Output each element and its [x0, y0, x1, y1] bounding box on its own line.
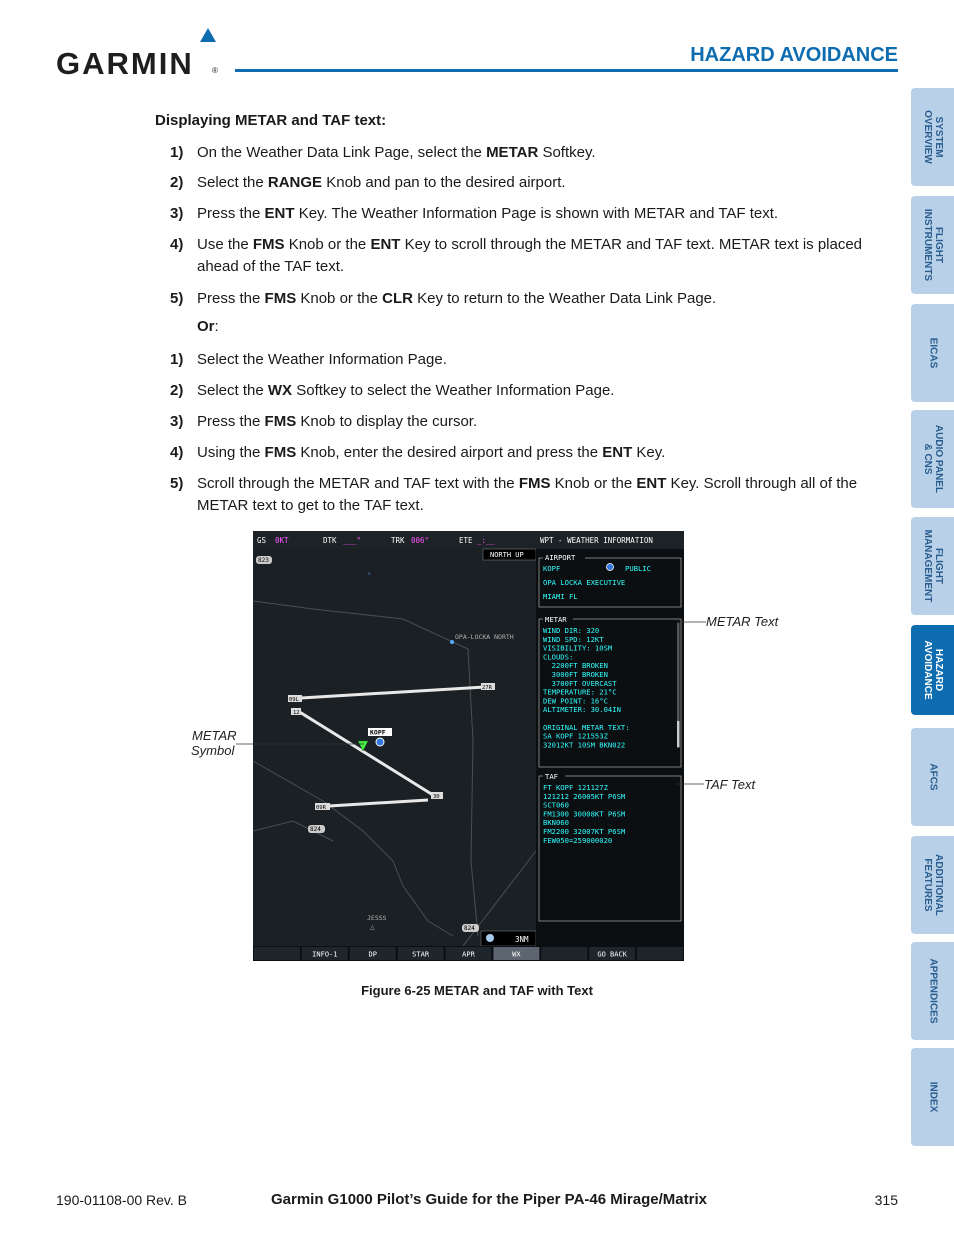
runway-b-end: 30	[433, 794, 440, 800]
taf-line: SCT060	[543, 800, 569, 810]
dtk-value: ___°	[343, 536, 362, 545]
metar-line: DEW POINT: 16°C	[543, 696, 608, 706]
softkey-label: WX	[512, 950, 521, 959]
metar-line: VISIBILITY: 10SM	[543, 643, 613, 653]
softkey-label: APR	[462, 950, 475, 959]
tab-audio-panel-cns[interactable]	[911, 410, 954, 508]
airport-name: OPA LOCKA EXECUTIVE	[543, 578, 626, 587]
trk-value: 006°	[411, 536, 430, 545]
airport-city: MIAMI FL	[543, 592, 578, 601]
altitude-label-1: 823	[258, 557, 269, 564]
map-label-opa: OPA-LOCKA NORTH	[455, 633, 514, 641]
metar-line: 32012KT 10SM BKN022	[543, 740, 626, 750]
metar-line: CLOUDS:	[543, 652, 574, 662]
runway-a-end: 27R	[482, 685, 492, 691]
softkey-label: GO BACK	[597, 950, 627, 959]
tab-label: APPENDICES	[927, 958, 938, 1024]
tab-label: FLIGHT MANAGEMENT	[921, 529, 944, 603]
step-number: 2)	[170, 382, 184, 399]
trk-label: TRK	[391, 536, 405, 545]
tab-label: INDEX	[927, 1081, 938, 1113]
tab-label: HAZARD AVOIDANCE	[921, 640, 944, 700]
softkey-label: STAR	[412, 950, 430, 959]
section-title: HAZARD AVOIDANCE	[690, 44, 898, 66]
page-number: 315	[874, 1192, 898, 1208]
metar-line: SA KOPF 121553Z	[543, 731, 608, 741]
tab-label: SYSTEM OVERVIEW	[921, 110, 944, 164]
step-text: Select the WX Softkey to select the Weather Information Page.	[197, 382, 615, 399]
tab-flight-instruments[interactable]	[911, 196, 954, 294]
tab-system-overview[interactable]	[911, 88, 954, 186]
step-number: 4)	[170, 236, 184, 253]
metar-line: 2200FT BROKEN	[543, 661, 608, 671]
step-number: 4)	[170, 444, 184, 461]
tab-label: AUDIO PANEL & CNS	[921, 424, 944, 494]
altitude-label-3: 824	[464, 925, 475, 932]
dtk-label: DTK	[323, 536, 337, 545]
map-label-kopf: KOPF	[370, 728, 386, 737]
tab-label: ADDITIONAL FEATURES	[921, 854, 944, 916]
taf-line: FT KOPF 121127Z	[543, 783, 608, 792]
airport-type: PUBLIC	[625, 564, 651, 573]
gs-value: 0KT	[275, 536, 289, 545]
tab-flight-management[interactable]	[911, 517, 954, 615]
page-title: WPT - WEATHER INFORMATION	[540, 536, 653, 545]
step-number: 3)	[170, 413, 184, 430]
tab-label: EICAS	[927, 337, 938, 369]
brand-wordmark: GARMIN	[56, 46, 194, 81]
map-orientation: NORTH UP	[490, 551, 524, 559]
callout-metar-symbol-line1: METAR	[192, 728, 237, 743]
airport-header: AIRPORT	[545, 553, 576, 562]
tab-label: AFCS	[927, 763, 938, 791]
step-number: 2)	[170, 174, 184, 191]
step-text: On the Weather Data Link Page, select the METAR Softkey.	[197, 144, 596, 161]
step-text: Scroll through the METAR and TAF text with the FMS Knob or the ENT Key. Scroll through all of the METAR text to get to the TAF text.	[197, 475, 858, 514]
metar-line: ALTIMETER: 30.04IN	[543, 705, 621, 715]
callout-metar-text: METAR Text	[706, 614, 779, 629]
vor-marker-icon: •	[368, 571, 371, 578]
ete-value: _:__	[477, 536, 496, 545]
metar-header: METAR	[545, 615, 567, 624]
step-text: Select the RANGE Knob and pan to the desired airport.	[197, 174, 566, 191]
metar-line: 3000FT BROKEN	[543, 670, 608, 679]
waypoint-triangle-icon: △	[370, 925, 375, 931]
step-text: Press the FMS Knob or the CLR Key to return to the Weather Data Link Page.	[197, 290, 717, 307]
softkey-label: INFO-1	[312, 950, 338, 959]
step-text: Select the Weather Information Page.	[197, 351, 447, 368]
step-number: 3)	[170, 205, 184, 222]
metar-line: WIND SPD: 12KT	[543, 634, 604, 644]
tab-index[interactable]	[911, 1048, 954, 1146]
runway-a-start: 09L	[289, 697, 299, 703]
step-number: 5)	[170, 475, 184, 492]
map-label-jess: JESSS	[367, 914, 387, 922]
step-text: Using the FMS Knob, enter the desired airport and press the ENT Key.	[197, 444, 666, 461]
runway-b-start: 12	[293, 710, 300, 716]
taf-header: TAF	[545, 772, 558, 781]
figure-caption: Figure 6-25 METAR and TAF with Text	[361, 983, 593, 998]
taf-line: BKN060	[543, 818, 569, 828]
ete-label: ETE	[459, 536, 473, 545]
altitude-label-2: 824	[310, 826, 321, 833]
gs-label: GS	[257, 536, 267, 545]
registered-mark-icon: ®	[212, 66, 218, 75]
tab-label: FLIGHT INSTRUMENTS	[921, 208, 944, 282]
step-number: 5)	[170, 290, 184, 307]
metar-line: ORIGINAL METAR TEXT:	[543, 722, 630, 732]
procedure-heading: Displaying METAR and TAF text:	[155, 112, 387, 129]
runway-c-start: 09R	[316, 805, 326, 811]
map-range: 3NM	[515, 935, 529, 944]
taf-line: FM2200 32007KT P6SM	[543, 827, 626, 836]
softkey-label: DP	[368, 950, 377, 959]
or-separator: Or:	[197, 318, 219, 335]
metar-line: 3700FT OVERCAST	[543, 678, 617, 688]
footer-title: Garmin G1000 Pilot’s Guide for the Piper PA-46 Mirage/Matrix	[271, 1191, 707, 1208]
tab-hazard-avoidance[interactable]	[911, 625, 954, 715]
step-text: Press the ENT Key. The Weather Information Page is shown with METAR and TAF text.	[197, 205, 779, 222]
taf-line: FEW050=259000020	[543, 835, 613, 845]
doc-number: 190-01108-00 Rev. B	[56, 1192, 188, 1208]
tab-additional-features[interactable]	[911, 836, 954, 934]
tab-eicas[interactable]	[911, 304, 954, 402]
callout-taf-text: TAF Text	[704, 777, 756, 792]
metar-line: WIND DIR: 320	[543, 626, 600, 635]
taf-line: FM1300 30008KT P6SM	[543, 809, 626, 819]
step-text: Press the FMS Knob to display the cursor.	[197, 413, 478, 430]
taf-line: 121212 26005KT P6SM	[543, 791, 626, 801]
metar-line: TEMPERATURE: 21°C	[543, 687, 617, 697]
step-text: Use the FMS Knob or the ENT Key to scroll through the METAR and TAF text. METAR text is placed ahead of the TAF text.	[197, 236, 863, 275]
callout-metar-symbol-line2: Symbol	[191, 743, 235, 758]
tab-afcs[interactable]	[911, 728, 954, 826]
step-number: 1)	[170, 144, 184, 161]
step-number: 1)	[170, 351, 184, 368]
tab-appendices[interactable]	[911, 942, 954, 1040]
airport-ident: KOPF	[543, 564, 561, 573]
